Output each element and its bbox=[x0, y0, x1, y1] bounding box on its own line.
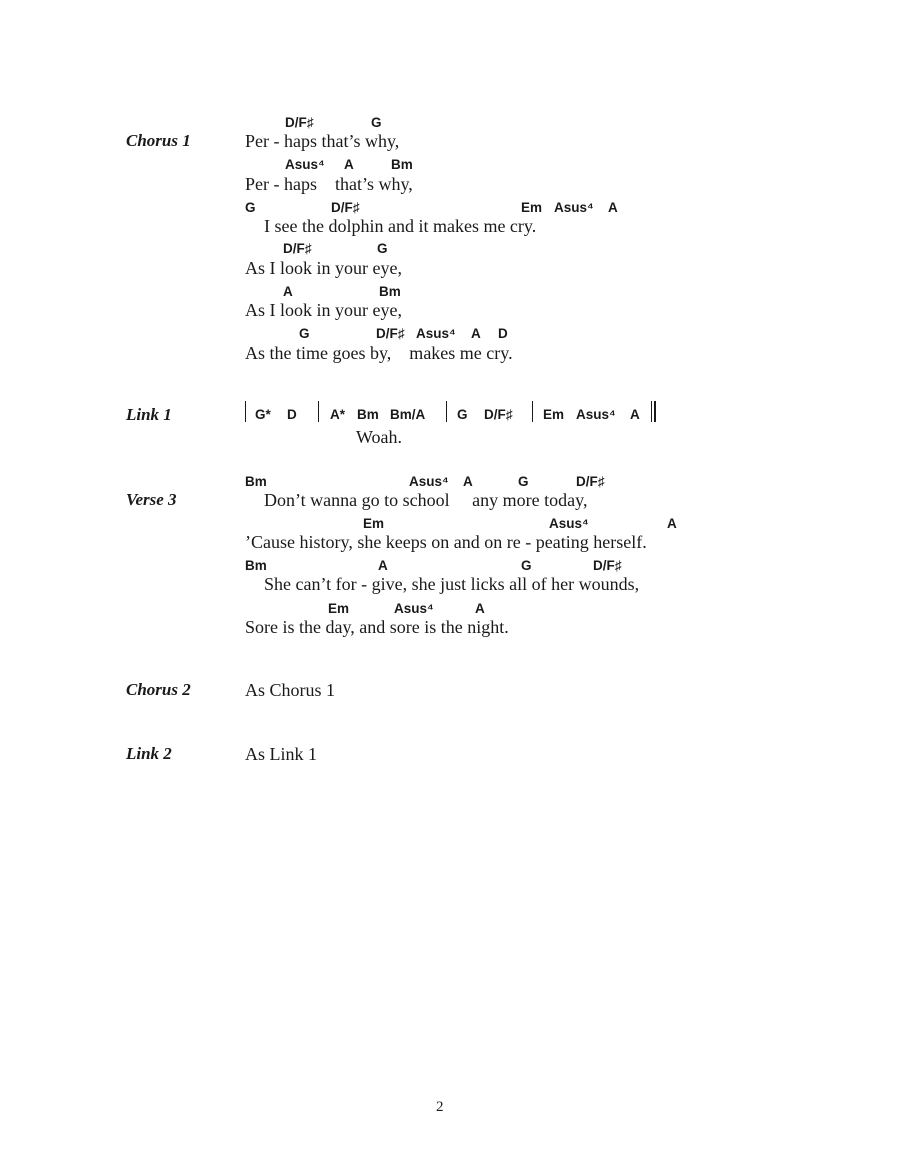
lyric-line: Don’t wanna go to school any more today, bbox=[264, 490, 588, 510]
chord: Bm bbox=[379, 284, 401, 299]
chord: Bm bbox=[391, 157, 413, 172]
chord: D bbox=[287, 407, 297, 422]
chord: D/F♯ bbox=[283, 241, 312, 256]
chord: D bbox=[498, 326, 508, 341]
final-bar-line-thick bbox=[654, 401, 656, 422]
chord: D/F♯ bbox=[331, 200, 360, 215]
chord: Em bbox=[543, 407, 565, 422]
chord: Bm bbox=[357, 407, 379, 422]
chord: A bbox=[608, 200, 618, 215]
chord: A bbox=[630, 407, 640, 422]
lyric-line: Per - haps that’s why, bbox=[245, 174, 413, 194]
section-label-chorus-2: Chorus 2 bbox=[126, 680, 191, 699]
chord: A bbox=[378, 558, 388, 573]
chord: Asus⁴ bbox=[549, 516, 589, 531]
chord: A bbox=[463, 474, 473, 489]
lyric-line: She can’t for - give, she just licks all of her wounds, bbox=[264, 574, 640, 594]
chord: D/F♯ bbox=[593, 558, 622, 573]
chord: G bbox=[377, 241, 388, 256]
chord: G bbox=[245, 200, 256, 215]
chord: D/F♯ bbox=[376, 326, 405, 341]
chord: Bm/A bbox=[390, 407, 426, 422]
chord: G* bbox=[255, 407, 271, 422]
bar-line bbox=[245, 401, 246, 422]
chord: A bbox=[667, 516, 677, 531]
chord: Asus⁴ bbox=[285, 157, 325, 172]
chord: Asus⁴ bbox=[576, 407, 616, 422]
lyric-line: Per - haps that’s why, bbox=[245, 131, 400, 151]
chord: D/F♯ bbox=[576, 474, 605, 489]
lyric-line: ’Cause history, she keeps on and on re - peating herself. bbox=[245, 532, 647, 552]
chord: Asus⁴ bbox=[409, 474, 449, 489]
chord: A bbox=[471, 326, 481, 341]
section-label-link-1: Link 1 bbox=[126, 405, 172, 424]
chord: Bm bbox=[245, 474, 267, 489]
chord: A bbox=[344, 157, 354, 172]
chord: Em bbox=[328, 601, 350, 616]
chord: G bbox=[371, 115, 382, 130]
chord: Bm bbox=[245, 558, 267, 573]
chord: A* bbox=[330, 407, 346, 422]
section-label-verse-3: Verse 3 bbox=[126, 490, 177, 509]
chord: A bbox=[283, 284, 293, 299]
repeat-instruction: As Chorus 1 bbox=[245, 680, 336, 700]
chord: G bbox=[299, 326, 310, 341]
lyric-line: I see the dolphin and it makes me cry. bbox=[264, 216, 537, 236]
section-label-chorus-1: Chorus 1 bbox=[126, 131, 191, 150]
lyric-line: Sore is the day, and sore is the night. bbox=[245, 617, 509, 637]
lyric-line: As I look in your eye, bbox=[245, 258, 402, 278]
lyric-line: As I look in your eye, bbox=[245, 300, 402, 320]
chord: G bbox=[521, 558, 532, 573]
chord: Asus⁴ bbox=[554, 200, 594, 215]
bar-line bbox=[446, 401, 447, 422]
chord: Em bbox=[363, 516, 385, 531]
chord: Asus⁴ bbox=[416, 326, 456, 341]
repeat-instruction: As Link 1 bbox=[245, 744, 317, 764]
chord: Em bbox=[521, 200, 543, 215]
chord: Asus⁴ bbox=[394, 601, 434, 616]
bar-line bbox=[532, 401, 533, 422]
chord: A bbox=[475, 601, 485, 616]
lyric-line: As the time goes by, makes me cry. bbox=[245, 343, 513, 363]
chord: D/F♯ bbox=[484, 407, 513, 422]
page-number: 2 bbox=[436, 1099, 444, 1115]
final-bar-line bbox=[651, 401, 652, 422]
bar-line bbox=[318, 401, 319, 422]
chord: G bbox=[518, 474, 529, 489]
chord: D/F♯ bbox=[285, 115, 314, 130]
chord: G bbox=[457, 407, 468, 422]
section-label-link-2: Link 2 bbox=[126, 744, 172, 763]
lyric-line: Woah. bbox=[356, 427, 403, 447]
